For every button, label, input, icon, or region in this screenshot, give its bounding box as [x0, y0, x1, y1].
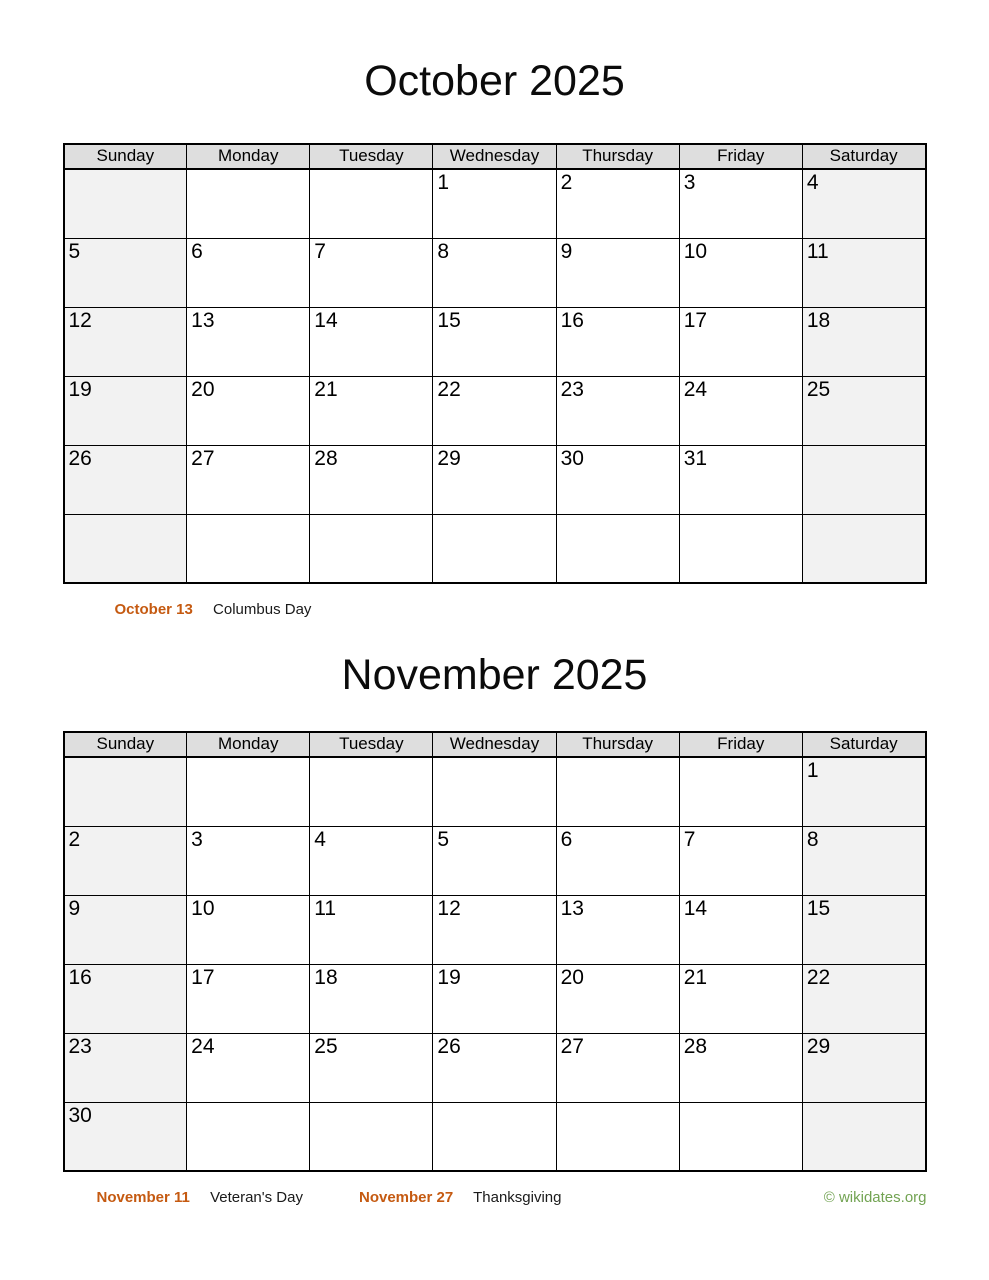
day-number: 25	[314, 1034, 338, 1058]
weekday-header-thursday: Thursday	[556, 144, 679, 169]
wikidates-credit-link[interactable]: © wikidates.org	[823, 1189, 927, 1206]
day-number: 7	[314, 239, 326, 263]
empty-day-cell	[64, 757, 187, 826]
day-cell-18	[310, 964, 433, 1033]
day-number: 4	[314, 827, 326, 851]
holiday-date: November 11	[96, 1189, 190, 1206]
day-cell-26	[64, 445, 187, 514]
empty-day-cell	[187, 514, 310, 583]
day-cell-27	[187, 445, 310, 514]
holiday-date: November 27	[358, 1189, 454, 1206]
empty-day-cell	[310, 169, 433, 238]
day-number: 16	[560, 308, 584, 332]
day-cell-29	[802, 1033, 925, 1102]
empty-day-cell	[556, 1102, 679, 1171]
day-number: 18	[314, 965, 338, 989]
day-cell-23	[556, 376, 679, 445]
day-number: 20	[191, 377, 215, 401]
day-cell-1	[433, 169, 556, 238]
day-number: 10	[683, 239, 708, 263]
day-number: 24	[191, 1034, 215, 1058]
day-cell-12	[64, 307, 187, 376]
empty-day-cell	[187, 757, 310, 826]
day-number: 19	[437, 965, 461, 989]
week-row	[64, 169, 926, 238]
november-title: November 2025	[341, 651, 648, 699]
empty-day-cell	[433, 1102, 556, 1171]
day-cell-13	[556, 895, 679, 964]
day-number: 14	[683, 896, 708, 920]
november-section	[63, 650, 927, 1208]
day-number: 12	[68, 308, 92, 332]
day-number: 30	[560, 446, 584, 470]
week-row	[64, 826, 926, 895]
weekday-header-friday: Friday	[679, 144, 802, 169]
empty-day-cell	[679, 514, 802, 583]
day-number: 17	[191, 965, 215, 989]
day-number: 27	[191, 446, 215, 470]
day-cell-29	[433, 445, 556, 514]
weekday-header-wednesday: Wednesday	[433, 732, 556, 757]
week-row	[64, 895, 926, 964]
day-number: 12	[437, 896, 461, 920]
week-row	[64, 514, 926, 583]
day-number: 8	[437, 239, 450, 263]
day-cell-8	[433, 238, 556, 307]
weekday-header-monday: Monday	[187, 732, 310, 757]
day-number: 11	[806, 239, 829, 263]
weekday-header-saturday: Saturday	[802, 732, 925, 757]
day-number: 19	[68, 377, 92, 401]
day-cell-10	[679, 238, 802, 307]
holiday-name: Columbus Day	[213, 601, 312, 618]
day-number: 5	[437, 827, 450, 851]
day-cell-3	[187, 826, 310, 895]
day-cell-24	[679, 376, 802, 445]
day-number: 3	[683, 171, 696, 194]
day-number: 6	[560, 827, 573, 851]
day-number: 22	[806, 965, 831, 989]
day-number: 21	[314, 377, 338, 401]
week-row	[64, 445, 926, 514]
day-cell-13	[187, 307, 310, 376]
empty-day-cell	[433, 514, 556, 583]
day-number: 14	[314, 308, 338, 332]
day-number: 30	[68, 1103, 92, 1127]
day-cell-22	[433, 376, 556, 445]
empty-day-cell	[310, 514, 433, 583]
day-number: 8	[806, 827, 819, 851]
day-cell-24	[187, 1033, 310, 1102]
day-number: 23	[560, 377, 584, 401]
day-number: 13	[560, 896, 584, 920]
week-row	[64, 964, 926, 1033]
empty-day-cell	[679, 757, 802, 826]
empty-day-cell	[187, 169, 310, 238]
week-row	[64, 1033, 926, 1102]
weekday-header-wednesday: Wednesday	[433, 144, 556, 169]
day-cell-27	[556, 1033, 679, 1102]
day-cell-19	[64, 376, 187, 445]
day-number: 22	[437, 377, 461, 401]
week-row	[64, 1102, 926, 1171]
october-weekday-header-row	[64, 144, 926, 169]
day-number: 15	[806, 896, 831, 920]
november-weekday-header-row	[64, 732, 926, 757]
day-cell-12	[433, 895, 556, 964]
weekday-header-tuesday: Tuesday	[310, 732, 433, 757]
day-number: 10	[191, 896, 215, 920]
empty-day-cell	[679, 1102, 802, 1171]
empty-day-cell	[64, 169, 187, 238]
empty-day-cell	[187, 1102, 310, 1171]
empty-day-cell	[802, 514, 925, 583]
october-section	[63, 56, 927, 620]
day-number: 9	[68, 896, 81, 920]
empty-day-cell	[802, 1102, 925, 1171]
day-number: 27	[560, 1034, 584, 1058]
day-cell-8	[802, 826, 925, 895]
november-holiday-line	[63, 1188, 927, 1208]
day-cell-7	[679, 826, 802, 895]
day-number: 20	[560, 965, 584, 989]
day-number: 1	[806, 759, 819, 782]
day-number: 18	[806, 308, 831, 332]
weekday-header-sunday: Sunday	[64, 144, 187, 169]
day-cell-31	[679, 445, 802, 514]
weekday-header-sunday: Sunday	[64, 732, 187, 757]
day-cell-5	[64, 238, 187, 307]
day-cell-21	[310, 376, 433, 445]
day-number: 28	[314, 446, 338, 470]
day-number: 24	[683, 377, 708, 401]
day-cell-15	[802, 895, 925, 964]
day-cell-19	[433, 964, 556, 1033]
october-calendar-table	[63, 143, 927, 584]
day-cell-14	[679, 895, 802, 964]
day-number: 1	[437, 171, 450, 194]
day-number: 15	[437, 308, 461, 332]
day-cell-23	[64, 1033, 187, 1102]
day-cell-4	[802, 169, 925, 238]
day-cell-25	[310, 1033, 433, 1102]
day-number: 11	[314, 896, 337, 920]
day-cell-16	[556, 307, 679, 376]
day-number: 28	[683, 1034, 708, 1058]
day-number: 31	[683, 446, 708, 470]
week-row	[64, 757, 926, 826]
october-holiday-line	[63, 600, 927, 620]
day-cell-9	[64, 895, 187, 964]
empty-day-cell	[310, 757, 433, 826]
day-cell-20	[187, 376, 310, 445]
day-cell-10	[187, 895, 310, 964]
day-cell-4	[310, 826, 433, 895]
day-cell-28	[310, 445, 433, 514]
day-cell-1	[802, 757, 925, 826]
weekday-header-saturday: Saturday	[802, 144, 925, 169]
day-number: 29	[806, 1034, 831, 1058]
week-row	[64, 238, 926, 307]
day-number: 23	[68, 1034, 92, 1058]
holiday-name: Thanksgiving	[473, 1189, 562, 1206]
day-cell-11	[802, 238, 925, 307]
day-number: 3	[191, 827, 203, 851]
empty-day-cell	[556, 757, 679, 826]
holiday-name: Veteran's Day	[210, 1189, 303, 1206]
day-number: 13	[191, 308, 215, 332]
day-number: 26	[68, 446, 92, 470]
november-calendar-table	[63, 731, 927, 1172]
day-cell-22	[802, 964, 925, 1033]
day-number: 6	[191, 239, 203, 263]
week-row	[64, 307, 926, 376]
day-cell-18	[802, 307, 925, 376]
day-cell-6	[556, 826, 679, 895]
day-number: 4	[806, 171, 819, 194]
day-cell-3	[679, 169, 802, 238]
day-cell-26	[433, 1033, 556, 1102]
day-cell-30	[64, 1102, 187, 1171]
week-row	[64, 376, 926, 445]
day-cell-15	[433, 307, 556, 376]
empty-day-cell	[310, 1102, 433, 1171]
empty-day-cell	[64, 514, 187, 583]
day-cell-16	[64, 964, 187, 1033]
october-title: October 2025	[364, 57, 625, 105]
day-cell-28	[679, 1033, 802, 1102]
day-number: 2	[68, 827, 81, 851]
empty-day-cell	[556, 514, 679, 583]
day-cell-30	[556, 445, 679, 514]
day-number: 2	[560, 171, 573, 194]
empty-day-cell	[433, 757, 556, 826]
holiday-entry-veterans-day	[97, 1188, 303, 1208]
day-number: 29	[437, 446, 461, 470]
day-cell-5	[433, 826, 556, 895]
weekday-header-friday: Friday	[679, 732, 802, 757]
day-cell-21	[679, 964, 802, 1033]
day-cell-20	[556, 964, 679, 1033]
calendar-page	[63, 0, 927, 1208]
day-number: 17	[683, 308, 708, 332]
day-cell-2	[556, 169, 679, 238]
day-number: 16	[68, 965, 92, 989]
holiday-date: October 13	[114, 601, 193, 618]
day-cell-11	[310, 895, 433, 964]
day-cell-9	[556, 238, 679, 307]
day-cell-7	[310, 238, 433, 307]
day-number: 26	[437, 1034, 461, 1058]
holiday-entry-thanksgiving	[359, 1188, 562, 1208]
day-number: 5	[68, 239, 81, 263]
day-number: 7	[683, 827, 696, 851]
day-cell-17	[187, 964, 310, 1033]
holiday-entry-columbus-day	[115, 600, 312, 620]
weekday-header-thursday: Thursday	[556, 732, 679, 757]
day-cell-6	[187, 238, 310, 307]
empty-day-cell	[802, 445, 925, 514]
day-number: 9	[560, 239, 573, 263]
weekday-header-monday: Monday	[187, 144, 310, 169]
day-number: 21	[683, 965, 708, 989]
day-cell-17	[679, 307, 802, 376]
day-cell-2	[64, 826, 187, 895]
day-number: 25	[806, 377, 831, 401]
day-cell-25	[802, 376, 925, 445]
day-cell-14	[310, 307, 433, 376]
weekday-header-tuesday: Tuesday	[310, 144, 433, 169]
